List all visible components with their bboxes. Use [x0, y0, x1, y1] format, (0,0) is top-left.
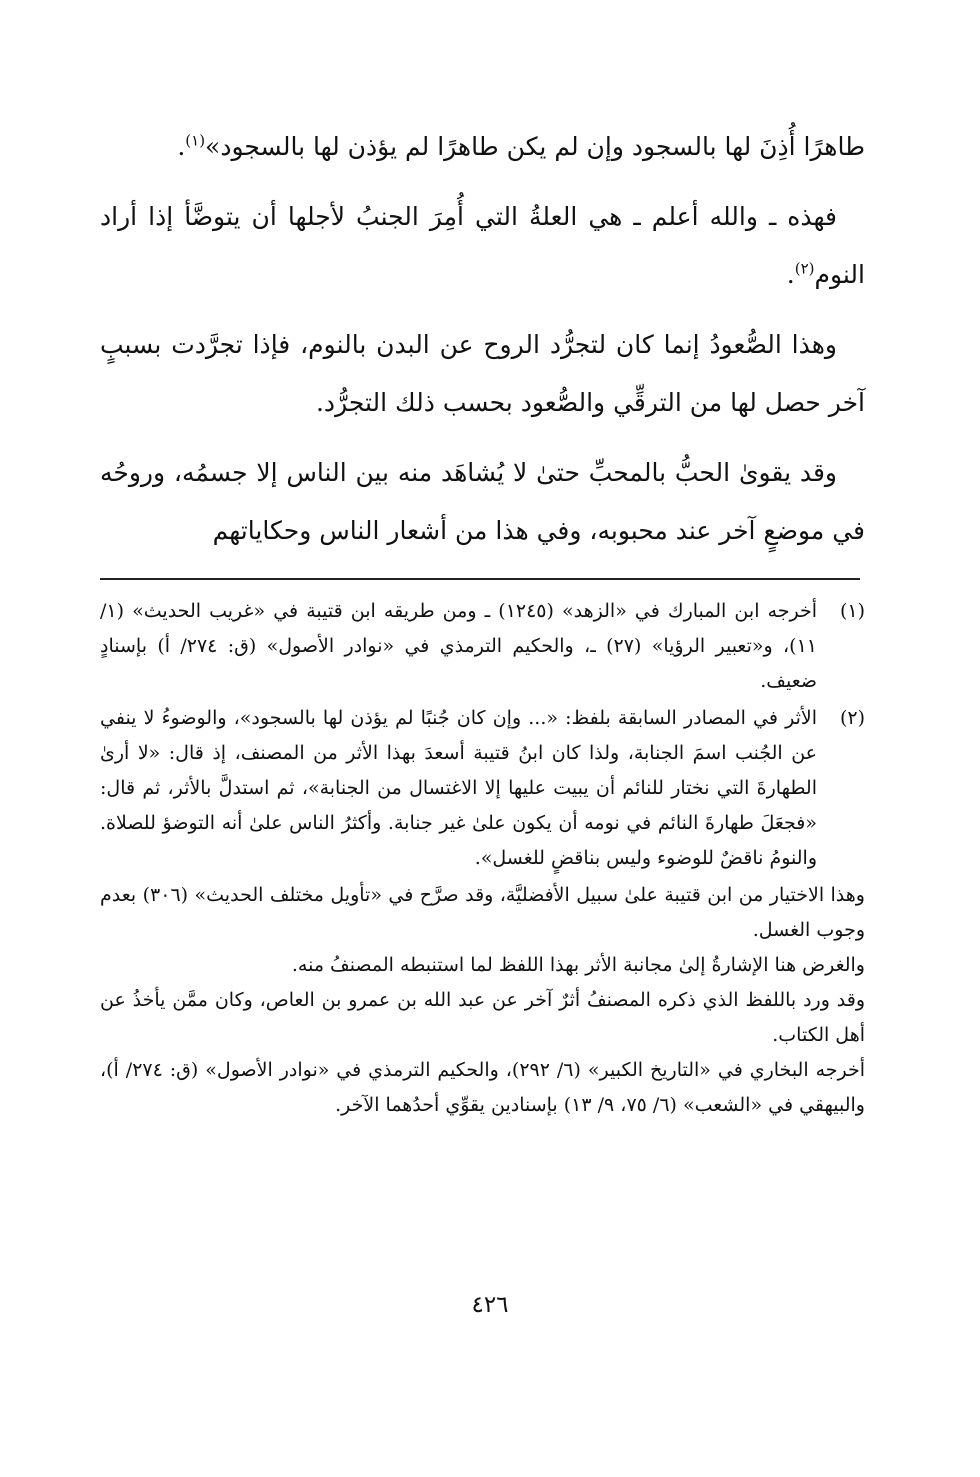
paragraph-4: وقد يقوىٰ الحبُّ بالمحبِّ حتىٰ لا يُشاهَد منه بين الناس إلا جسمُه، وروحُه في موضعٍ آخر عند محبوبه، وفي هذا من أشعار الناس وحكاياتهم — [100, 458, 865, 545]
footnote-2 — [100, 701, 865, 876]
footnote-2-body — [100, 701, 817, 876]
main-text — [100, 118, 865, 560]
footnote-2-continuation — [100, 878, 865, 1123]
paragraph-1-text: طاهرًا أُذِنَ لها بالسجود وإن لم يكن طاهرًا لم يؤذن لها بالسجود» — [205, 132, 865, 161]
footnote-2-cont-1: وهذا الاختيار من ابن قتيبة علىٰ سبيل الأفضليَّة، وقد صرَّح في «تأويل مختلف الحديث» (٣٠٦) بعدم وجوب الغسل. — [100, 884, 865, 941]
footnote-1-body — [100, 594, 817, 699]
paragraph-1 — [100, 118, 865, 176]
footnote-1-number: (١) — [839, 600, 865, 622]
paragraph-3: وهذا الصُّعودُ إنما كان لتجرُّد الروح عن البدن بالنوم، فإذا تجرَّدت بسببٍ آخر حصل لها من الترقِّي والصُّعود بحسب ذلك التجرُّد. — [100, 330, 865, 417]
paragraph-2-text: فهذه ـ والله أعلم ـ هي العلةُ التي أُمِرَ الجنبُ لأجلها أن يتوضَّأ إذا أراد النوم — [100, 202, 865, 289]
paragraph-1-end: . — [177, 132, 186, 161]
page-content — [100, 118, 865, 1123]
footnote-2-text: الأثر في المصادر السابقة بلفظ: «... وإن كان جُنبًا لم يؤذن لها بالسجود»، والوضوءُ لا ينفي عن الجُنب اسمَ الجنابة، ولذا كان ابنُ قتيبة أسعدَ بهذا الأثر من المصنف، إذ قال: «لا أرىٰ الطهارةَ التي نختار للنائم أن يبيت عليها إلا الاغتسال من الجنابة»، ثم استدلَّ بالأثر، ثم قال: «فجعَلَ طهارةَ النائم في نومه أن يكون علىٰ غير جنابة. وأكثرُ الناس علىٰ أنه التوضؤ للصلاة. والنومُ ناقضٌ للوضوء وليس بناقضٍ للغسل». — [100, 707, 817, 869]
footnote-ref-2[interactable]: (٢) — [794, 259, 815, 278]
footnote-ref-1[interactable]: (١) — [185, 131, 206, 150]
footnote-2-number: (٢) — [839, 707, 865, 729]
footnote-1 — [100, 594, 865, 699]
footnotes — [100, 594, 865, 1123]
footnote-2-cont-2: والغرض هنا الإشارةُ إلىٰ مجانبة الأثر بهذا اللفظ لما استنبطه المصنفُ منه. — [291, 954, 865, 976]
footnote-separator — [100, 578, 860, 580]
paragraph-2 — [100, 188, 865, 304]
page-number: ٤٢٦ — [471, 1292, 509, 1318]
footnote-2-cont-3: وقد ورد باللفظ الذي ذكره المصنفُ أثرٌ آخر عن عبد الله بن عمرو بن العاص، وكان ممَّن يأخذُ عن أهل الكتاب. — [100, 989, 865, 1046]
footnote-1-text: أخرجه ابن المبارك في «الزهد» (١٢٤٥) ـ ومن طريقه ابن قتيبة في «غريب الحديث» (١/ ١١)، و«تعبير الرؤيا» (٢٧) ـ، والحكيم الترمذي في «نوادر الأصول» (ق: ٢٧٤/ أ) بإسنادٍ ضعيف. — [100, 600, 818, 692]
footnote-2-cont-4: أخرجه البخاري في «التاريخ الكبير» (٦/ ٢٩٢)، والحكيم الترمذي في «نوادر الأصول» (ق: ٢٧٤/ أ)، والبيهقي في «الشعب» (٦/ ٧٥، ٩/ ١٣) بإسنادين يقوِّي أحدُهما الآخر. — [100, 1059, 866, 1116]
paragraph-2-end: . — [786, 260, 795, 289]
